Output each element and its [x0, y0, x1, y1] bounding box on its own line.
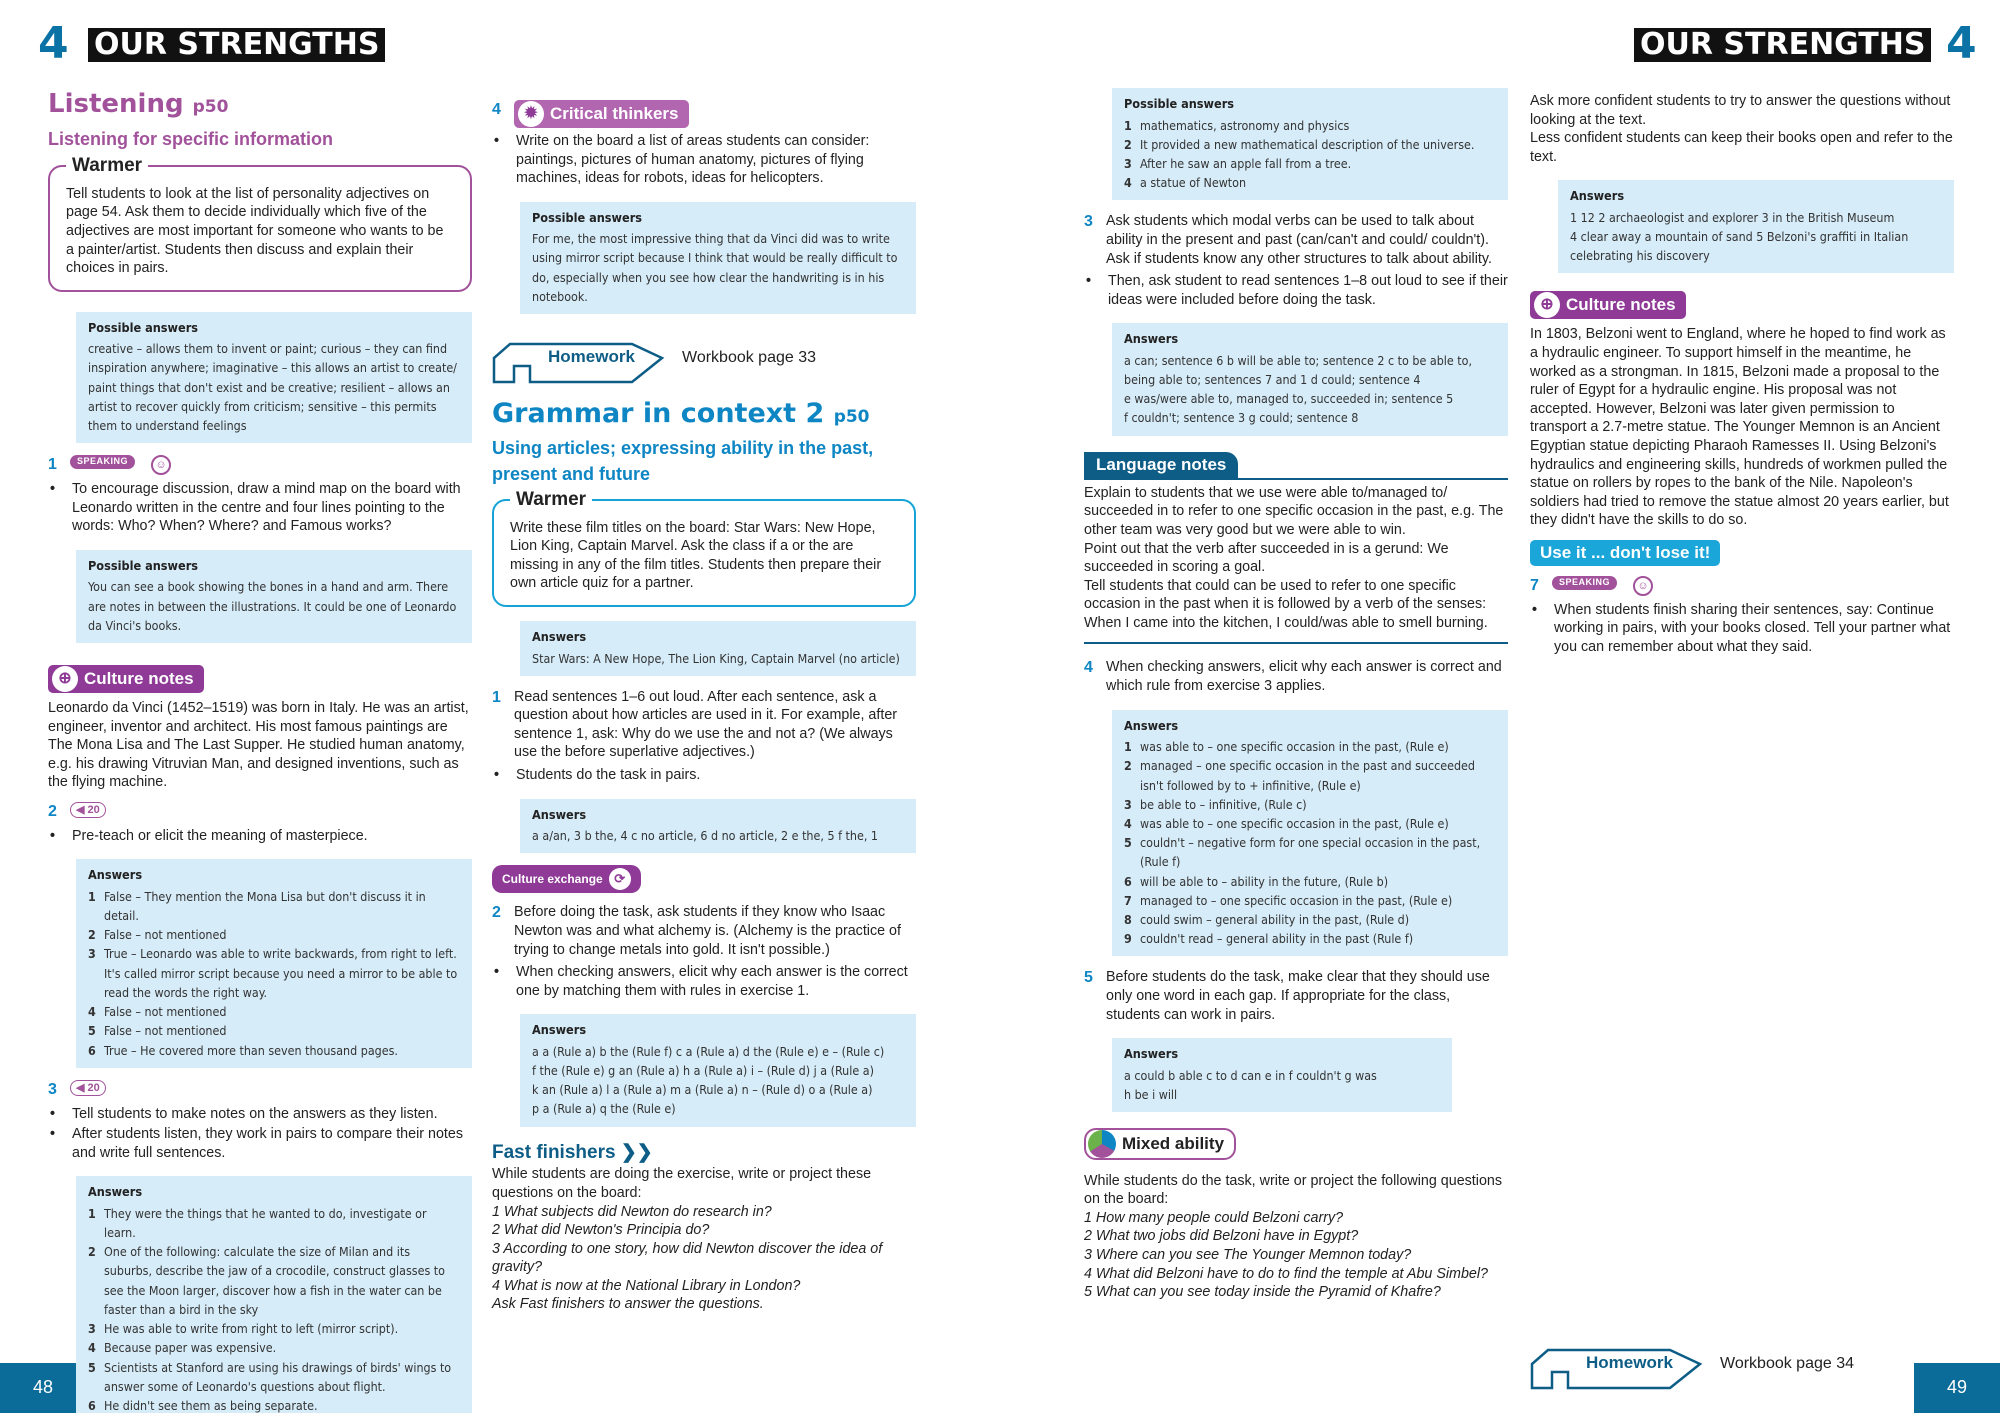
list-item: 4 a statue of Newton: [1124, 175, 1247, 191]
warmer-text: Tell students to look at the list of personality adjectives on page 54. Ask them to decide individually which five of the adjectives are most important for someone who wants to be a painter/artist. Students then discuss and explain their choices in pairs.: [66, 185, 444, 277]
exercise-4-text: When checking answers, elicit why each answer is correct and which rule from exercise 3 applies.: [1106, 659, 1502, 694]
list-item: 2 It provided a new mathematical description of the universe.: [1124, 136, 1475, 152]
list-item: 4 Because paper was expensive.: [88, 1340, 277, 1356]
exercise-2-text: Before doing the task, ask students if they know who Isaac Newton was and what alchemy is. (Alchemy is the practice of trying to change metals into gold. It isn't possible.): [514, 904, 901, 958]
globe-icon: ⊕: [52, 666, 78, 692]
culture-notes-text: In 1803, Belzoni went to England, where he hoped to find work as a hydraulic engineer. To support himself in the meantime, he worked as a strongman. In 1815, Belzoni made a proposal to the ruler of Egypt for a hydraulic engine. His proposal was not accepted. However, Belzoni was later given permission to transport a 2.7-metre statue. The Younger Memnon is an Ancient Egyptian statue depicting Pharaoh Ramesses II. Using Belzoni's hydraulics and engineering skills, hundreds of workmen pulled the statue on rollers by ropes to the bank of the Nile. Napoleon's soldiers had tried to remove the statue almost 20 years earlier, but they didn't have the skills to do so.: [1530, 326, 1949, 529]
exercise-2-header: 2 Before doing the task, ask students if they know who Isaac Newton was and what alchemy is. (Alchemy is the practice of trying to change metals into gold. It isn't possible.): [492, 903, 916, 959]
answers-box: Possible answers You can see a book showing the bones in a hand and arm. There are notes in between the illustrations. It could be one of Leonardo da Vinci's books.: [76, 550, 472, 643]
list-item: 3 be able to – infinitive, (Rule c): [1124, 796, 1307, 812]
list-item: 4 was able to – one specific occasion in the past, (Rule e): [1124, 815, 1449, 831]
homework-banner: [1530, 1338, 1854, 1390]
list-item: 1 What subjects did Newton do research in?: [492, 1203, 772, 1220]
list-item: 1 was able to – one specific occasion in the past, (Rule e): [1124, 739, 1449, 755]
homework-banner: [492, 332, 916, 384]
use-it-tag: Use it ... don't lose it!: [1530, 540, 1720, 566]
list-item: 4 What is now at the National Library in London?: [492, 1277, 801, 1294]
list-item: 3 According to one story, how did Newton discover the idea of gravity?: [492, 1240, 883, 1276]
list-item: 6 will be able to – ability in the future, (Rule b): [1124, 873, 1389, 889]
language-notes-tag: Language notes: [1084, 452, 1238, 478]
list-item: 1 They were the things that he wanted to do, investigate or learn.: [88, 1205, 427, 1241]
mixed-ability-icon: [1088, 1130, 1116, 1158]
list-item: 9 couldn't read – general ability in the past (Rule f): [1124, 931, 1414, 947]
culture-notes-text: Leonardo da Vinci (1452–1519) was born in Italy. He was an artist, engineer, inventor and architect. His most famous paintings are The Mona Lisa and The Last Supper. He studied human anatomy, e.g. his drawing Vitruvian Man, and designed inventions, such as the flying machine.: [48, 700, 469, 791]
exercise-4-header: 4 When checking answers, elicit why each answer is correct and which rule from exercise 3 applies.: [1084, 658, 1508, 695]
exercise-2-header: 2 ◀ 20: [48, 802, 472, 823]
list-item: 5 couldn't – negative form for one special occasion in the past, (Rule f): [1124, 835, 1481, 870]
column-ability: [1084, 88, 1508, 1302]
page-number-right: 49: [1914, 1363, 2000, 1413]
answers-box: Answers a a (Rule a) b the (Rule f) c a (Rule a) d the (Rule e) e – (Rule c) f the (Rule e) g an (Rule a) h a (Rule a) i – (Rule d) j a (Rule a) k an (Rule a) l a (Rule a) m a (Rule a) n – (Rule d) o a (Rule a) p a (Rule a) q the (Rule e): [520, 1014, 916, 1126]
homework-page: Workbook page 33: [682, 348, 817, 366]
list-item: 5 False – not mentioned: [88, 1023, 227, 1039]
warmer-box: [492, 488, 916, 607]
globe-icon: ⊕: [1534, 292, 1560, 318]
column-culture: [1530, 92, 1954, 658]
warmer-box: [48, 154, 472, 292]
exercise-7-header: 7 SPEAKING ☺: [1530, 576, 1954, 597]
exercise-3-header: 3 Ask students which modal verbs can be used to talk about ability in the present and past (can/can't and could/ couldn't). Ask if students know any other structures to talk about ability.: [1084, 212, 1508, 268]
grammar-title: Grammar in context 2 p50: [492, 398, 870, 430]
exercise-2-bullet: • When checking answers, elicit why each answer is the correct one by matching them with rules in exercise 1.: [492, 963, 916, 1000]
critical-thinkers-tag: ✹ Critical thinkers: [514, 100, 689, 128]
exercise-1-bullet: • To encourage discussion, draw a mind map on the board with Leonardo written in the centre and four lines pointing to the words: Who? When? Where? and Famous works?: [48, 480, 472, 536]
mixed-ability-intro: While students do the task, write or project the following questions on the board:: [1084, 1172, 1503, 1208]
mixed-ability-tag: Mixed ability: [1084, 1128, 1236, 1160]
answers-box: Answers 1 They were the things that he wanted to do, investigate or learn. 2 One of the following: calculate the size of Milan and its suburbs, describe the jaw of a crocodile, construct glasses to see the Moon larger, discover how a fish in the water can be faster than a bird in the sky 3 He was able to write from right to left (mirror script). 4 Because paper was expensive. 5 Scientists at Stanford are using his drawings of birds' wings to answer some of Leonardo's questions about flight. 6 He didn't see them as being separate.: [76, 1176, 472, 1413]
exercise-1-header: 1 SPEAKING ☺: [48, 455, 472, 476]
homework-page: Workbook page 34: [1720, 1354, 1855, 1372]
list-item: 8 could swim – general ability in the past, (Rule d): [1124, 912, 1410, 928]
fast-finishers-heading: Fast finishers ❯❯: [492, 1141, 653, 1163]
answers-box: Answers a a/an, 3 b the, 4 c no article, 6 d no article, 2 e the, 5 f the, 1: [520, 799, 916, 854]
fast-finishers-intro: While students are doing the exercise, write or project these questions on the board:: [492, 1166, 872, 1201]
language-notes-body: Explain to students that we use were able to/managed to/ succeeded in to refer to one specific occasion in the past, e.g. The other team was very good but we were able to win. Point out that the verb after succeeded in is a gerund: We succeeded in scoring a goal. Tell students that could can be used to refer to one specific occasion in the past when it is followed by a verb of the senses: When I came into the kitchen, I could/was able to smell burning.: [1084, 480, 1508, 645]
fast-finishers-outro: Ask Fast finishers to answer the questions.: [492, 1296, 764, 1313]
answers-box: Answers 1 False – They mention the Mona Lisa but don't discuss it in detail. 2 False – not mentioned 3 True – Leonardo was able to write backwards, from right to left. It's called mirror script because you need a mirror to be able to read the words the right way. 4 False – not mentioned 5 False – not mentioned 6 True – He covered more than seven thousand pages.: [76, 859, 472, 1067]
intro-text: Ask more confident students to try to answer the questions without looking at the text.: [1530, 93, 1951, 128]
exercise-5-header: 5 Before students do the task, make clear that they should use only one word in each gap. If appropriate for the class, students can work in pairs.: [1084, 968, 1508, 1024]
speaking-badge: SPEAKING: [1552, 576, 1617, 590]
column-grammar: [492, 100, 916, 1314]
exercise-7-bullet: • When students finish sharing their sentences, say: Continue working in pairs, with your books closed. Tell your partner what you can remember about what they said.: [1530, 601, 1954, 657]
unit-number-left: 4: [38, 18, 69, 69]
exercise-5-text: Before students do the task, make clear that they should use only one word in each gap. If appropriate for the class, students can work in pairs.: [1106, 969, 1490, 1023]
list-item: 1 mathematics, astronomy and physics: [1124, 117, 1350, 133]
answers-box: Possible answers For me, the most impressive thing that da Vinci did was to write using mirror script because I think that would be really difficult to do, especially when you see how clear the handwriting is in his notebook.: [520, 202, 916, 314]
answers-box: Answers 1 12 2 archaeologist and explorer 3 in the British Museum 4 clear away a mountain of sand 5 Belzoni's graffiti in Italian celebrating his discovery: [1558, 180, 1954, 273]
answers-box: Answers a could b able c to d can e in f couldn't g was h be i will: [1112, 1038, 1452, 1112]
list-item: 2 What two jobs did Belzoni have in Egypt?: [1084, 1228, 1359, 1245]
answers-box: Answers a can; sentence 6 b will be able to; sentence 2 c to be able to, being able to; sentences 7 and 1 d could; sentence 4 e was/were able to, managed to, succeeded in; sentence 5 f couldn't; sentence 3 g could; sentence 8: [1112, 323, 1508, 435]
speaking-badge: SPEAKING: [70, 455, 135, 469]
column-listening: [48, 88, 472, 1413]
speaking-icon: ☺: [151, 455, 171, 475]
list-item: 3 He was able to write from right to left (mirror script).: [88, 1321, 399, 1337]
warmer-label: Warmer: [510, 488, 592, 513]
answers-box: Possible answers creative – allows them to invent or paint; curious – they can find inspiration anywhere; imaginative – this allows an artist to create/ paint things that don't exist and be creative; resilient – allows an artist to recover quickly from criticism; sensitive – this permits them to understand feelings: [76, 312, 472, 444]
culture-notes-tag: ⊕ Culture notes: [48, 665, 204, 693]
audio-track-icon: ◀ 20: [70, 1080, 106, 1096]
lightbulb-icon: ✹: [518, 101, 544, 127]
answers-box: Answers 1 was able to – one specific occasion in the past, (Rule e) 2 managed – one specific occasion in the past and succeeded isn't followed by to + infinitive, (Rule e) 3 be able to – infinitive, (Rule c) 4 was able to – one specific occasion in the past, (Rule e) 5 couldn't – negative form for one special occasion in the past, (Rule f) 6 will be able to – ability in the future, (Rule b) 7 managed to – one specific occasion in the past, (Rule e) 8 could swim – general ability in the past, (Rule d) 9 couldn't read – general ability in the past (Rule f): [1112, 710, 1508, 957]
list-item: 3 True – Leonardo was able to write backwards, from right to left. It's called mirror script because you need a mirror to be able to read the words the right way.: [88, 946, 458, 1000]
page-number-left: 48: [0, 1363, 86, 1413]
list-item: 2 managed – one specific occasion in the past and succeeded isn't followed by to + infinitive, (Rule e): [1124, 758, 1475, 793]
exercise-3-header: 3 ◀ 20: [48, 1080, 472, 1101]
answers-box: Answers Star Wars: A New Hope, The Lion King, Captain Marvel (no article): [520, 621, 916, 676]
homework-house-icon: Homework: [492, 332, 668, 384]
exercise-4-bullet: • Write on the board a list of areas students can consider: paintings, pictures of human anatomy, pictures of flying machines, ideas for robots, ideas for helicopters.: [492, 132, 916, 188]
intro-text: Less confident students can keep their books open and refer to the text.: [1530, 130, 1953, 165]
culture-notes-tag: ⊕ Culture notes: [1530, 291, 1686, 319]
warmer-label: Warmer: [66, 154, 148, 179]
double-chevron-icon: ❯❯: [615, 1141, 653, 1163]
exercise-1-bullet: • Students do the task in pairs.: [492, 766, 916, 785]
speaking-icon: ☺: [1633, 576, 1653, 596]
grammar-subtitle: Using articles; expressing ability in the past, present and future: [492, 437, 874, 484]
list-item: 1 How many people could Belzoni carry?: [1084, 1209, 1344, 1226]
culture-exchange-tag: Culture exchange ⟳: [492, 865, 641, 893]
homework-house-icon: Homework: [1530, 1338, 1706, 1390]
list-item: 2 One of the following: calculate the size of Milan and its suburbs, describe the jaw of a crocodile, construct glasses to see the Moon larger, discover how a fish in the water can be faster than a bird in the sky: [88, 1244, 445, 1317]
exercise-2-bullet: • Pre-teach or elicit the meaning of masterpiece.: [48, 827, 472, 846]
unit-title-right: OUR STRENGTHS: [1634, 28, 1931, 62]
list-item: 5 What can you see today inside the Pyramid of Khafre?: [1084, 1284, 1441, 1301]
exercise-3-bullet: • Then, ask student to read sentences 1–8 out loud to see if their ideas were included before doing the task.: [1084, 272, 1508, 309]
exercise-4-header: 4 ✹ Critical thinkers: [492, 100, 916, 128]
unit-title-left: OUR STRENGTHS: [88, 28, 385, 62]
list-item: 6 True – He covered more than seven thousand pages.: [88, 1042, 398, 1058]
exercise-3-text: Ask students which modal verbs can be used to talk about ability in the present and past (can/can't and could/ couldn't). Ask if students know any other structures to talk about ability.: [1106, 213, 1492, 267]
list-item: 6 He didn't see them as being separate.: [88, 1397, 318, 1413]
list-item: 5 Scientists at Stanford are using his drawings of birds' wings to answer some of Leonardo's questions about flight.: [88, 1359, 452, 1394]
list-item: 4 False – not mentioned: [88, 1004, 227, 1020]
listening-title: Listening p50: [48, 89, 229, 119]
list-item: 2 False – not mentioned: [88, 927, 227, 943]
list-item: 4 What did Belzoni have to do to find the temple at Abu Simbel?: [1084, 1265, 1488, 1282]
list-item: 3 Where can you see The Younger Memnon today?: [1084, 1247, 1412, 1264]
answers-box: Possible answers 1 mathematics, astronomy and physics 2 It provided a new mathematical description of the universe. 3 After he saw an apple fall from a tree. 4 a statue of Newton: [1112, 88, 1508, 200]
list-item: 2 What did Newton's Principia do?: [492, 1222, 710, 1239]
list-item: 7 managed to – one specific occasion in the past, (Rule e): [1124, 892, 1453, 908]
unit-number-right: 4: [1946, 18, 1977, 69]
exercise-1-header: 1 Read sentences 1–6 out loud. After each sentence, ask a question about how articles are used in it. For example, after sentence 1, ask: Why do we use the and not a? (We always use the before superlative adjectives.): [492, 688, 916, 762]
list-item: 1 False – They mention the Mona Lisa but don't discuss it in detail.: [88, 888, 426, 923]
warmer-text: Write these film titles on the board: Star Wars: New Hope, Lion King, Captain Marvel. Ask the class if a or the are missing in any of the film titles. Students then prepare their own article quiz for a partner.: [510, 519, 882, 592]
audio-track-icon: ◀ 20: [70, 802, 106, 818]
list-item: 3 After he saw an apple fall from a tree.: [1124, 155, 1352, 171]
exercise-3-bullet: • After students listen, they work in pairs to compare their notes and write full sentences.: [48, 1125, 472, 1162]
listening-subtitle: Listening for specific information: [48, 128, 334, 149]
exercise-3-bullet: • Tell students to make notes on the answers as they listen.: [48, 1105, 472, 1124]
globe-arrows-icon: ⟳: [609, 868, 631, 890]
language-notes-bar: [1084, 452, 1508, 480]
exercise-1-text: Read sentences 1–6 out loud. After each sentence, ask a question about how articles are used in it. For example, after sentence 1, ask: Why do we use the and not a? (We always use the before superlative adjectives.): [514, 688, 898, 761]
